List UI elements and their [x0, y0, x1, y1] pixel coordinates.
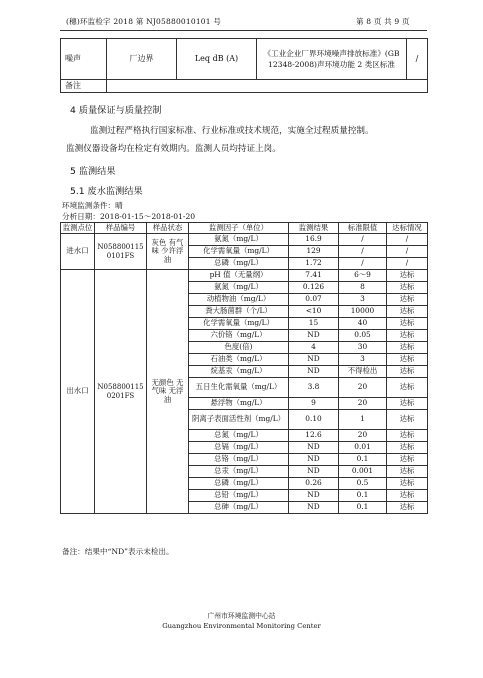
result-cell: ND	[289, 466, 339, 478]
factor-cell: 悬浮物（mg/L）	[189, 398, 289, 410]
compliance-cell: 达标	[387, 398, 428, 410]
header-rule	[60, 30, 427, 31]
compliance-cell: 达标	[387, 294, 428, 306]
limit-cell: 0.5	[339, 478, 387, 490]
compliance-cell: 达标	[387, 466, 428, 478]
limit-cell: 0.001	[339, 466, 387, 478]
wastewater-header-row	[61, 223, 428, 234]
compliance-cell: /	[387, 246, 428, 258]
result-cell: ND	[289, 442, 339, 454]
limit-cell: 30	[339, 342, 387, 354]
result-cell: 129	[289, 246, 339, 258]
compliance-cell: 达标	[387, 342, 428, 354]
compliance-cell: /	[387, 234, 428, 246]
page-number: 第 8 页 共 9 页	[356, 17, 410, 26]
noise-location: 厂边界	[107, 39, 177, 80]
factor-cell: 总砷（mg/L）	[189, 502, 289, 514]
site-cell: 进水口	[61, 234, 95, 270]
result-cell: 1.72	[289, 258, 339, 270]
compliance-cell: 达标	[387, 442, 428, 454]
wastewater-table	[60, 222, 428, 514]
compliance-cell: 达标	[387, 330, 428, 342]
compliance-cell: /	[387, 258, 428, 270]
table-row	[61, 270, 428, 282]
noise-item: 噪声	[61, 39, 107, 80]
sample-id-cell: N058800115 0101FS	[95, 234, 147, 270]
factor-cell: 氨氮（mg/L）	[189, 234, 289, 246]
footer-org-en: Guangzhou Environmental Monitoring Center	[162, 621, 321, 630]
section-4-title: 4 质量保证与质量控制	[70, 105, 162, 116]
compliance-cell: 达标	[387, 366, 428, 378]
column-header: 达标情况	[387, 223, 428, 234]
factor-cell: 总汞（mg/L）	[189, 466, 289, 478]
noise-remark-label: 备注	[61, 80, 107, 93]
limit-cell: 不得检出	[339, 366, 387, 378]
footer-org-cn: 广州市环境监测中心站	[207, 612, 276, 620]
limit-cell: 3	[339, 294, 387, 306]
factor-cell: 石油类（mg/L）	[189, 354, 289, 366]
result-cell: 15	[289, 318, 339, 330]
result-cell: 3.8	[289, 378, 339, 398]
compliance-cell: 达标	[387, 430, 428, 442]
limit-cell: 3	[339, 354, 387, 366]
limit-cell: 20	[339, 378, 387, 398]
result-cell: ND	[289, 330, 339, 342]
table-row	[61, 234, 428, 246]
noise-remark-row	[61, 80, 428, 93]
compliance-cell: 达标	[387, 318, 428, 330]
factor-cell: 总镉（mg/L）	[189, 442, 289, 454]
column-header: 监测因子（单位）	[189, 223, 289, 234]
factor-cell: 总氮（mg/L）	[189, 430, 289, 442]
noise-unit: Leq dB (A)	[177, 39, 257, 80]
factor-cell: pH 值（无量纲）	[189, 270, 289, 282]
compliance-cell: 达标	[387, 490, 428, 502]
limit-cell: 0.01	[339, 442, 387, 454]
compliance-cell: 达标	[387, 306, 428, 318]
result-cell: ND	[289, 454, 339, 466]
column-header: 监测点位	[61, 223, 95, 234]
factor-cell: 总磷（mg/L）	[189, 478, 289, 490]
result-cell: 16.9	[289, 234, 339, 246]
limit-cell: /	[339, 258, 387, 270]
factor-cell: 阴离子表面活性剂（mg/L）	[189, 410, 289, 430]
wastewater-note: 备注：结果中“ND”表示未检出。	[62, 547, 174, 556]
compliance-cell: 达标	[387, 478, 428, 490]
monitoring-conditions: 环境监测条件：晴	[62, 201, 123, 210]
limit-cell: 0.1	[339, 490, 387, 502]
limit-cell: /	[339, 246, 387, 258]
noise-standard: 《工业企业厂界环境噪声排放标准》(GB 12348-2008)声环境功能 2 类区标准	[257, 39, 407, 80]
compliance-cell: 达标	[387, 410, 428, 430]
factor-cell: 总铬（mg/L）	[189, 454, 289, 466]
compliance-cell: 达标	[387, 502, 428, 514]
factor-cell: 化学需氧量（mg/L）	[189, 318, 289, 330]
compliance-cell: 达标	[387, 378, 428, 398]
sample-id-cell: N058800115 0201FS	[95, 270, 147, 514]
factor-cell: 色度(倍)	[189, 342, 289, 354]
limit-cell: 40	[339, 318, 387, 330]
result-cell: ND	[289, 502, 339, 514]
result-cell: 0.26	[289, 478, 339, 490]
analysis-period: 分析日期：2018-01-15～2018-01-20	[62, 212, 196, 221]
compliance-cell: 达标	[387, 354, 428, 366]
limit-cell: 6～9	[339, 270, 387, 282]
section-5-title: 5 监测结果	[70, 166, 116, 177]
result-cell: 4	[289, 342, 339, 354]
result-cell: 0.126	[289, 282, 339, 294]
column-header: 样品编号	[95, 223, 147, 234]
factor-cell: 化学需氧量（mg/L）	[189, 246, 289, 258]
footer-org	[0, 612, 483, 631]
compliance-cell: 达标	[387, 270, 428, 282]
factor-cell: 五日生化需氧量（mg/L）	[189, 378, 289, 398]
compliance-cell: 达标	[387, 282, 428, 294]
noise-value: /	[407, 39, 428, 80]
result-cell: ND	[289, 366, 339, 378]
section-4-para-2: 监测仪器设备均在检定有效期内。监测人员均持证上岗。	[66, 144, 281, 154]
section-4-para-1: 监测过程严格执行国家标准、行业标准或技术规范，实施全过程质量控制。	[90, 126, 374, 136]
limit-cell: 8	[339, 282, 387, 294]
noise-row	[61, 39, 428, 80]
factor-cell: 烷基汞（mg/L）	[189, 366, 289, 378]
sample-state-cell: 无颜色 无气味 无浮油	[147, 270, 189, 514]
report-number: (穗)环监检字 2018 第 NJ05880010101 号	[66, 17, 222, 26]
limit-cell: 0.1	[339, 454, 387, 466]
compliance-cell: 达标	[387, 454, 428, 466]
column-header: 监测结果	[289, 223, 339, 234]
result-cell: 0.07	[289, 294, 339, 306]
result-cell: <10	[289, 306, 339, 318]
factor-cell: 氨氮（mg/L）	[189, 282, 289, 294]
noise-remark-value	[107, 80, 428, 93]
result-cell: ND	[289, 354, 339, 366]
limit-cell: 0.1	[339, 502, 387, 514]
noise-table	[60, 38, 428, 93]
factor-cell: 总磷（mg/L）	[189, 258, 289, 270]
limit-cell: 1	[339, 410, 387, 430]
column-header: 样品状态	[147, 223, 189, 234]
limit-cell: /	[339, 234, 387, 246]
result-cell: 12.6	[289, 430, 339, 442]
result-cell: 7.41	[289, 270, 339, 282]
limit-cell: 0.05	[339, 330, 387, 342]
factor-cell: 动植物油（mg/L）	[189, 294, 289, 306]
factor-cell: 六价铬（mg/L）	[189, 330, 289, 342]
result-cell: 9	[289, 398, 339, 410]
factor-cell: 粪大肠菌群（个/L）	[189, 306, 289, 318]
factor-cell: 总铅（mg/L）	[189, 490, 289, 502]
limit-cell: 10000	[339, 306, 387, 318]
limit-cell: 20	[339, 430, 387, 442]
column-header: 标准限值	[339, 223, 387, 234]
result-cell: 0.10	[289, 410, 339, 430]
sample-state-cell: 灰色 有气味 少许浮油	[147, 234, 189, 270]
limit-cell: 20	[339, 398, 387, 410]
section-5-1-title: 5.1 废水监测结果	[70, 186, 143, 197]
site-cell: 出水口	[61, 270, 95, 514]
result-cell: ND	[289, 490, 339, 502]
